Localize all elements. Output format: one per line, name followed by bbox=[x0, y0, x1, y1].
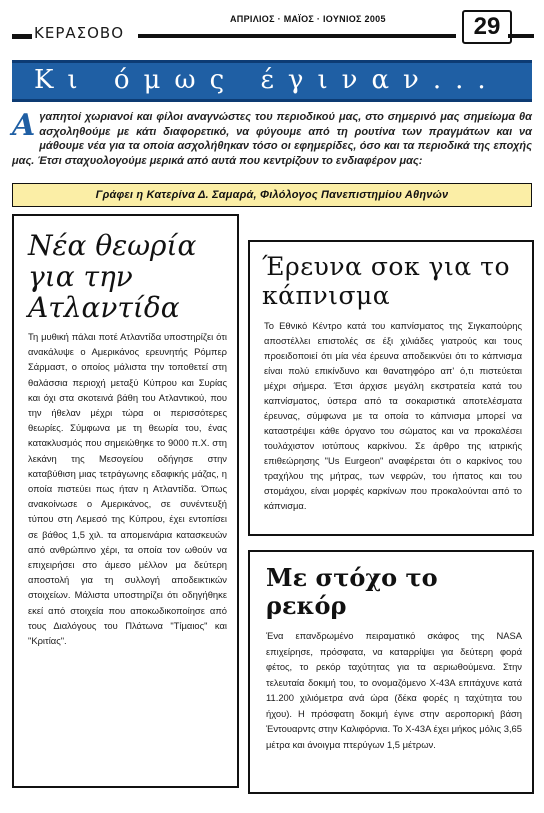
magazine-brand: ΚΕΡΑΣΟΒΟ bbox=[34, 24, 125, 42]
article-smoking-body: Το Εθνικό Κέντρο κατά του καπνίσματος της Σιγκαπούρης αποστέλλει επιστολές σε έξι χιλιάδες γιατρούς και τους προειδοποιεί ότι μία νέα έρευνα αποδεικνύει ότι το κάπνισμα είναι πολύ επικίνδυνο και θανατηφόρο απ' ό,τι πιστεύεται μέχρι σήμερα. Έτσι άρχισε μεγάλη εκστρατεία κατά του καπνίσματος, ύστερα από τα σοκαριστικά αποτελέσματα έρευνας, σύμφωνα με τα οποία το κάπνισμα μπορεί να καταστρέψει κάθε όργανο του σώματος και να προκαλέσει τουλάχιστον ιοτύπους καρκίνου. Σε άρθρο της ιατρικής επιθεώρησης "Us Eurgeon" αναφέρεται ότι ο καρκίνος του τραχήλου της μήτρας, των νεφρών, του ήπατος και του στομάχου, είναι μορφές καρκίνων που προκαλούνται από το κάπνισμα. bbox=[264, 320, 522, 511]
section-banner bbox=[12, 60, 532, 102]
article-atlantis bbox=[12, 214, 239, 788]
article-atlantis-body: Τη μυθική πάλαι ποτέ Ατλαντίδα υποστηρίζει ότι ανακάλυψε ο Αμερικάνος ερευνητής Ρόμπερ Σάρμαστ, ο οποίος μάλιστα την τοποθετεί στη θαλάσσια περιοχή μεταξύ Κύπρου και Συρίας και όχι στα σκοτεινά βάθη του Ατλαντικού, που την ήθελαν μέχρι τώρα οι περισσότερες θεωρίες. Σύμφωνα με τη θεωρία του, ένας κατακλυσμός που σημειώθηκε το 9000 π.Χ. στη λεκάνη της Μεσογείου οδήγησε στην καταβύθιση μιας τετράγωνης εδαφικής μάζας, η οποία πιστεύει πως ήταν η Ατλαντίδα. Όπως ανακοίνωσε ο Αμερικάνος, σε συνέντευξή τύπου στη Λεμεσό της Κύπρου, έχει εντοπίσει σε βάθος 1,5 χιλ. τα απομεινάρια κατασκευών από ανθρώπινο χέρι, τα οποία τον ωθούν να επιχειρήσει στο άμεσο μέλλον μα δεύτερη αποστολή για τη συλλογή αποδεικτικών στοιχείων. Μάλιστα υποστηρίζει ότι οδηγήθηκε εκεί από στοιχεία που αποκωδικοποίησε από τους Διαλόγους του Πλάτωνα "Τίμαιος" και "Κριτίας". bbox=[28, 331, 227, 647]
article-atlantis-title: Νέα θεωρία για την Ατλαντίδα bbox=[28, 229, 197, 324]
page-header bbox=[0, 0, 544, 44]
article-record-title: Με στόχο το ρεκόρ bbox=[266, 563, 438, 620]
intro-paragraph bbox=[12, 110, 532, 168]
intro-text: γαπητοί χωριανοί και φίλοι αναγνώστες του περιοδικού μας, στο σημερινό μας σημείωμα θα ασχοληθούμε με κάτι διαφορετικό, να φύγουμε από τη ρουτίνα των πραγμάτων και να μάθουμε νέα για τα οποία ασχολήθηκαν τόσο οι εφημερίδες, όσο και τα περιοδικά της εποχής μας. Έτσι σταχυολογούμε μερικά από αυτά που κεντρίζουν το ενδιαφέρον μας: bbox=[12, 111, 532, 167]
header-rule-right bbox=[508, 34, 534, 38]
header-rule-left bbox=[12, 34, 32, 39]
header-rule bbox=[138, 34, 456, 38]
issue-date: ΑΠΡΙΛΙΟΣ · ΜΑΪΟΣ · ΙΟΥΝΙΟΣ 2005 bbox=[230, 14, 386, 24]
article-record-body: Ένα επανδρωμένο πειραματικό σκάφος της NASA επιχείρησε, πρόσφατα, να καταρρίψει για δεύτερη φορά φέτος, το ρεκόρ ταχύτητας για τα αεριωθούμενα. Στην τελευταία δοκιμή του, το ονομαζόμενο Χ-43Α επιτάχυνε κατά 11.200 χιλιόμετρα ανά ώρα (δέκα φορές η ταχύτητα του ήχου). Η πρόσφατη δοκιμή έγινε στην αεροπορική βάση Έντουαρντς στην Καλιφόρνια. Το Χ-43Α έχει μήκος μόλις 3,65 μέτρα και άνοιγμα πτερύγων 1,5 μέτρων. bbox=[266, 630, 522, 750]
article-record bbox=[248, 550, 534, 794]
intro-dropcap: Α bbox=[12, 108, 36, 143]
section-title: Κι όμως έγιναν... bbox=[34, 65, 500, 95]
author-byline: Γράφει η Κατερίνα Δ. Σαμαρά, Φιλόλογος Πανεπιστημίου Αθηνών bbox=[12, 183, 532, 207]
article-smoking-title: Έρευνα σοκ για το κάπνισμα bbox=[262, 252, 511, 310]
article-smoking bbox=[248, 240, 534, 536]
page-number: 29 bbox=[462, 10, 512, 44]
